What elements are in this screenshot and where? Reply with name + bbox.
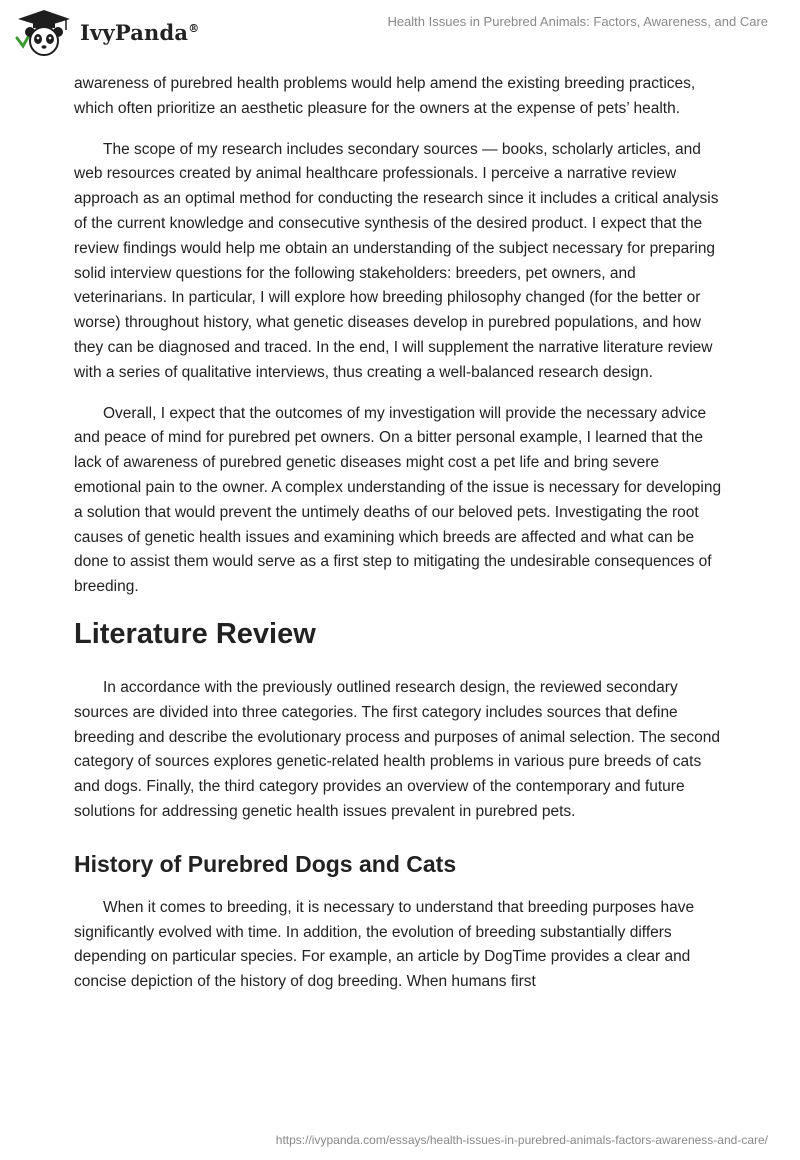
brand-name[interactable]: IvyPanda® [80,20,200,45]
subsection-heading: History of Purebred Dogs and Cats [74,850,457,877]
paragraph: Overall, I expect that the outcomes of my investigation will provide the necessary advice and peace of mind for purebred pet owners. On a bitter personal example, I learned that the lack of awareness of purebred genetic diseases might cost a pet life and bring severe emotional pain to the owner. A complex understanding of the issue is necessary for developing a solution that would prevent the untimely deaths of our beloved pets. Investigating the root causes of genetic health issues and examining which breeds are affected and what can be done to assist them would serve as a first step to mitigating the undesirable consequences of breeding. [74,404,722,596]
source-url[interactable]: https://ivypanda.com/essays/health-issues-in-purebred-animals-factors-awareness-and-care/ [275,1133,768,1147]
section-heading: Literature Review [74,617,316,650]
paragraph: When it comes to breeding, it is necessary to understand that breeding purposes have significantly evolved with time. In addition, the evolution of breeding substantially differs depending on particular species. For example, an article by DogTime provides a clear and concise depiction of the history of dog breeding. When humans first [74,898,695,991]
paragraph: In accordance with the previously outlined research design, the reviewed secondary sources are divided into three categories. The first category includes sources that define breeding and describe the evolutionary process and purposes of animal selection. The second category of sources explores genetic-related health problems in various pure breeds of cats and dogs. Finally, the third category provides an overview of the contemporary and future solutions for addressing genetic health issues prevalent in purebred pets. [74,678,720,820]
paragraph: The scope of my research includes secondary sources — books, scholarly articles, and web resources created by animal healthcare professionals. I perceive a narrative review approach as an optimal method for conducting the research since it includes a critical analysis of the current knowledge and consecutive synthesis of the desired product. I expect that the review findings would help me obtain an understanding of the subject necessary for preparing solid interview questions for the following stakeholders: breeders, pet owners, and veterinarians. In particular, I will explore how breeding philosophy changed (for the better or worse) throughout history, what genetic diseases develop in purebred populations, and how they can be diagnosed and traced. In the end, I will supplement the narrative literature review with a series of qualitative interviews, thus creating a well-balanced research design. [74,140,719,381]
paragraph: awareness of purebred health problems would help amend the existing breeding practices, which often prioritize an aesthetic pleasure for the owners at the expense of pets’ health. [74,75,696,117]
panda-graduate-icon[interactable] [14,8,74,58]
essay-body [74,72,724,1011]
page-header [0,0,800,70]
document-title: Health Issues in Purebred Animals: Factors, Awareness, and Care [387,14,768,29]
